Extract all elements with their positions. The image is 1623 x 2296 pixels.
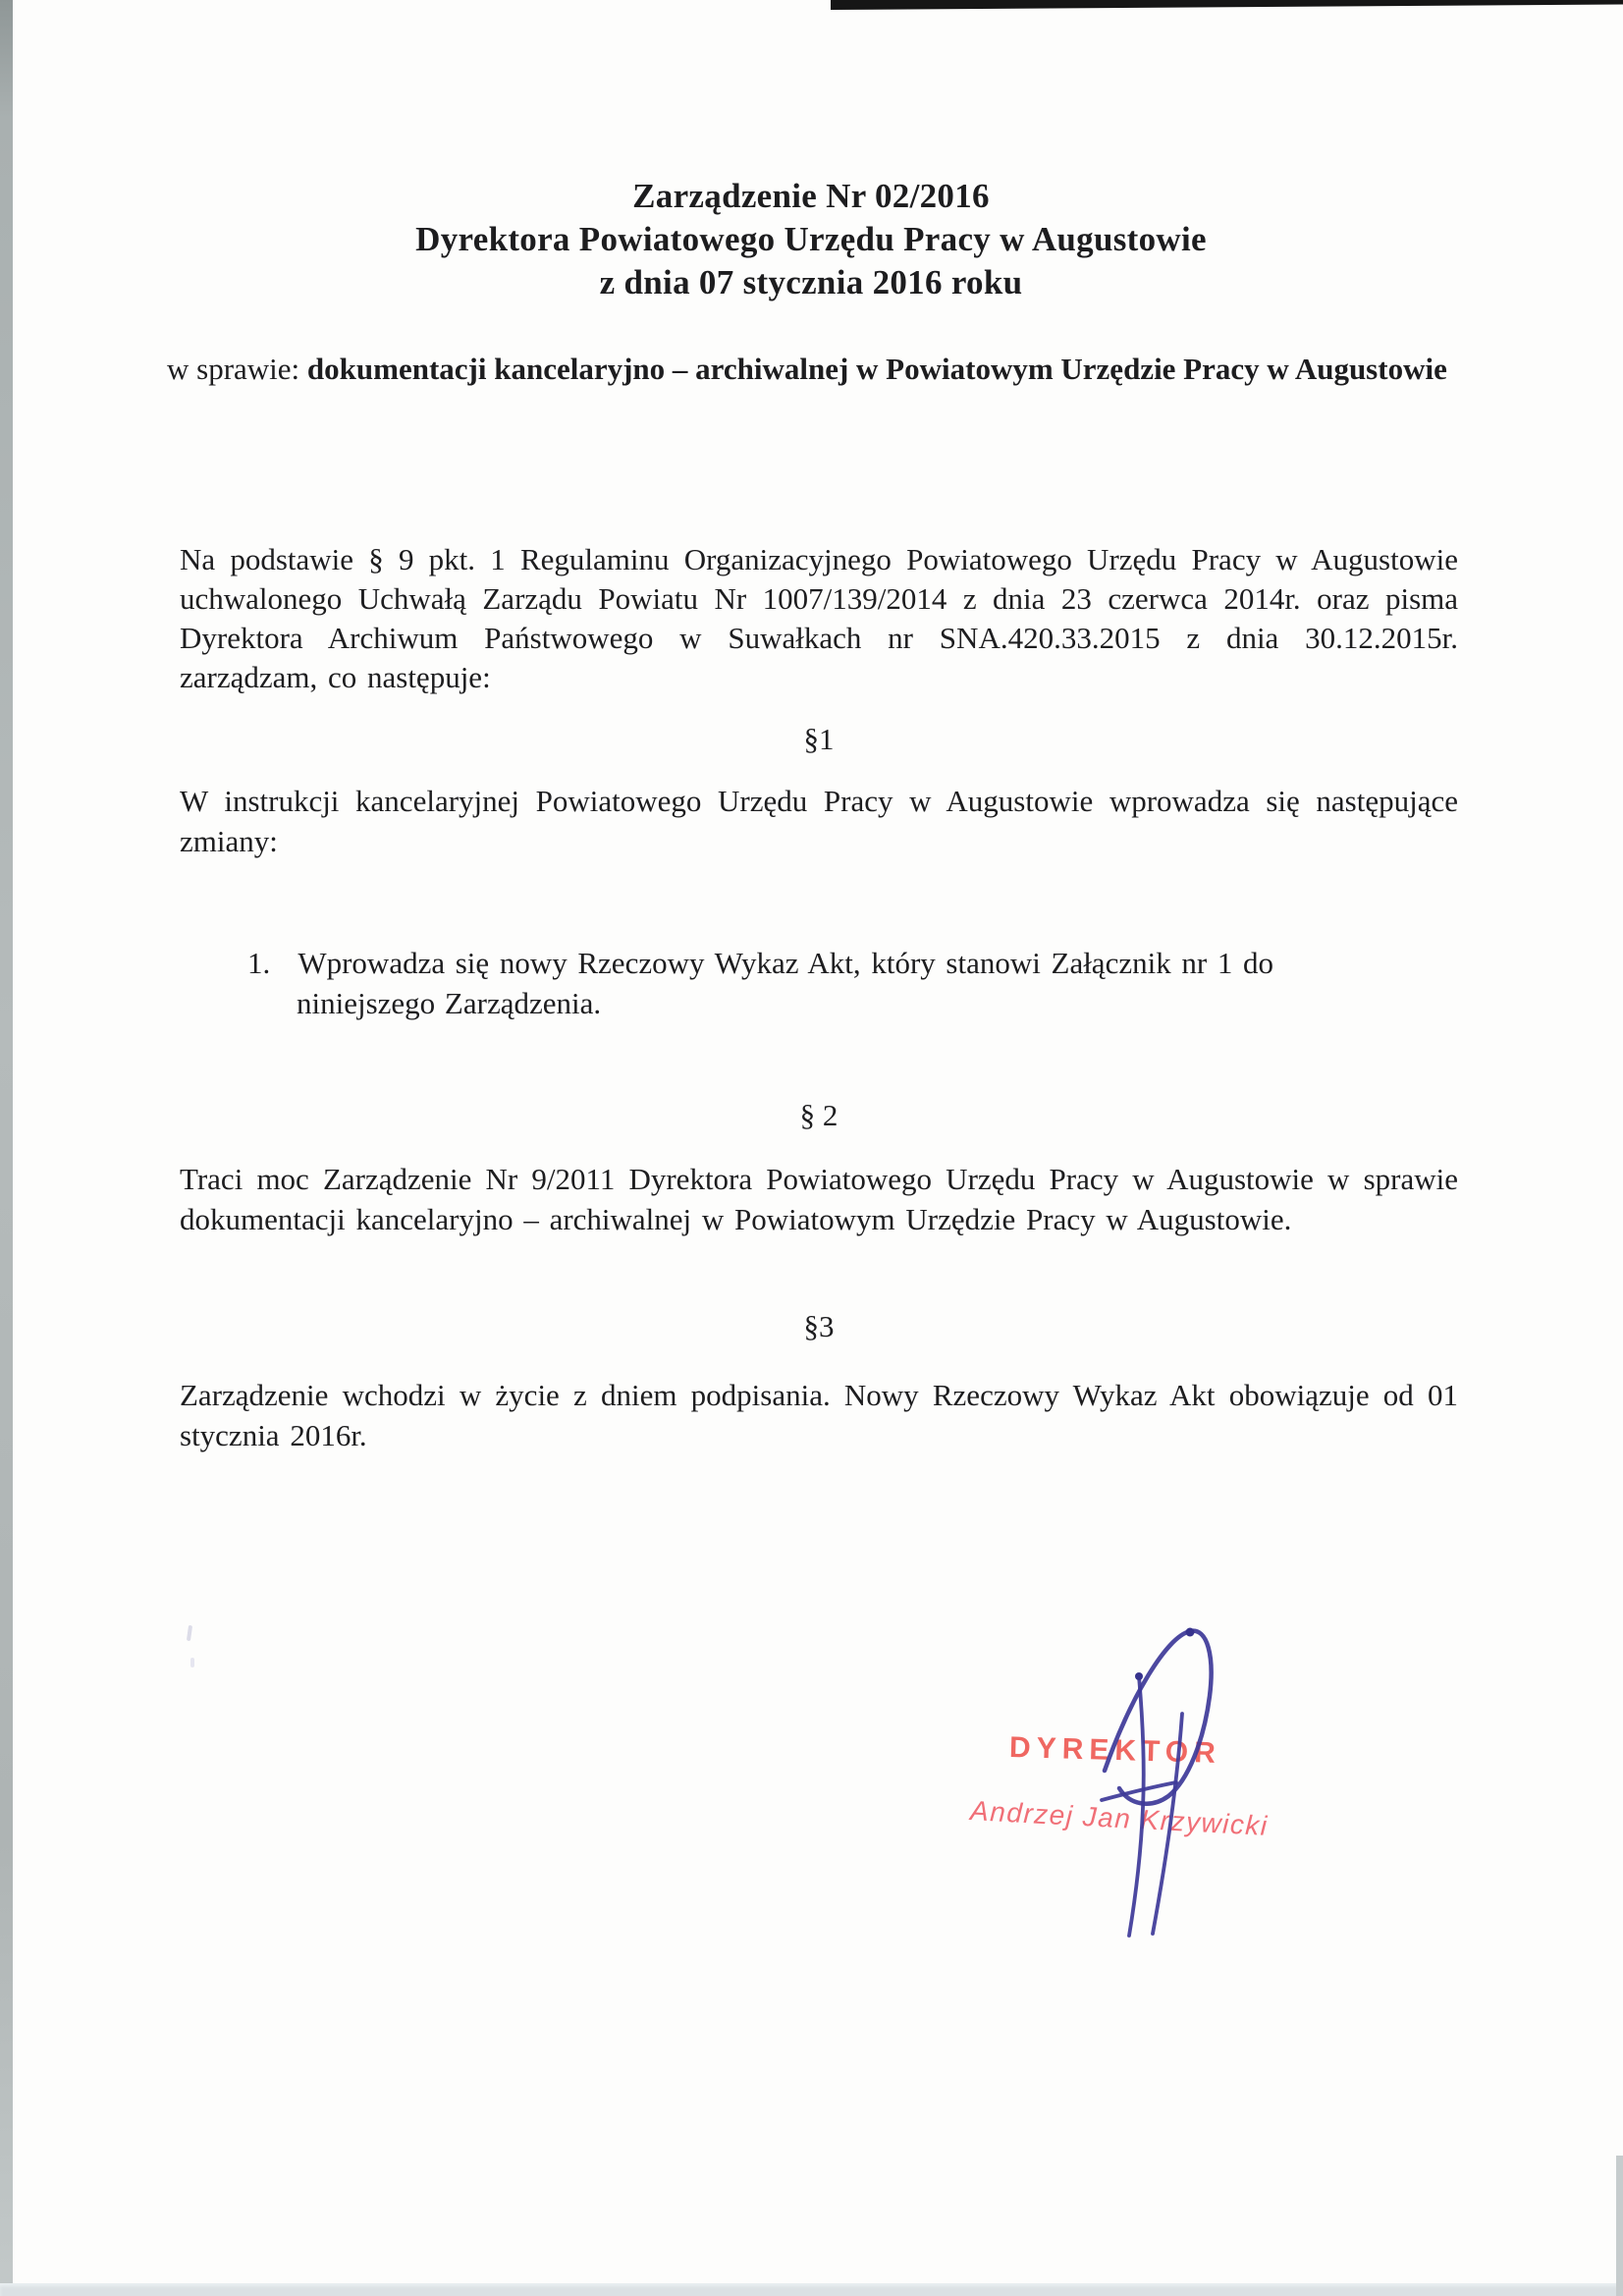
title-line-3: z dnia 07 stycznia 2016 roku <box>599 263 1023 301</box>
director-stamp-title: DYREKTOR <box>1008 1730 1222 1771</box>
director-stamp-name: Andrzej Jan Krzywicki <box>969 1795 1270 1841</box>
preamble-paragraph: Na podstawie § 9 pkt. 1 Regulaminu Organizacyjnego Powiatowego Urzędu Pracy w Augustowie uchwalonego Uchwałą Zarządu Powiatu Nr 1007/139/2014 z dnia 23 czerwca 2014r. oraz pisma Dyrektora Archiwum Państwowego w Suwałkach nr SNA.420.33.2015 z dnia 30.12.2015r. zarządzam, co następuje: <box>180 542 1458 694</box>
section-2-mark: § 2 <box>799 1098 839 1132</box>
list-item-text: Wprowadza się nowy Rzeczowy Wykaz Akt, który stanowi Załącznik nr 1 do niniejszego Zarządzenia. <box>297 946 1273 1020</box>
scan-artifact-top-bar <box>831 0 1623 10</box>
list-item-number: 1. <box>247 946 271 980</box>
scan-smudge <box>187 1625 192 1641</box>
subject-text: dokumentacji kancelaryjno – archiwalnej w Powiatowym Urzędzie Pracy w Augustowie <box>306 352 1447 386</box>
pen-signature-icon <box>1080 1615 1237 1940</box>
section-2-paragraph: Traci moc Zarządzenie Nr 9/2011 Dyrektora Powiatowego Urzędu Pracy w Augustowie w sprawie dokumentacji kancelaryjno – archiwalnej w Powiatowym Urzędzie Pracy w Augustowie. <box>180 1162 1458 1236</box>
scan-edge-left <box>0 0 13 2296</box>
section-3-paragraph: Zarządzenie wchodzi w życie z dniem podpisania. Nowy Rzeczowy Wykaz Akt obowiązuje od 01 stycznia 2016r. <box>180 1378 1458 1452</box>
document-title <box>177 175 1445 304</box>
subject-line <box>167 346 1455 392</box>
section-1-paragraph: W instrukcji kancelaryjnej Powiatowego Urzędu Pracy w Augustowie wprowadza się następujące zmiany: <box>180 784 1458 858</box>
section-3-mark: §3 <box>803 1309 835 1343</box>
subject-label: w sprawie: <box>167 352 300 386</box>
scan-edge-right <box>1616 2156 1623 2296</box>
section-1-list-item <box>247 943 1273 1023</box>
title-line-1: Zarządzenie Nr 02/2016 <box>632 177 990 215</box>
scan-edge-bottom <box>0 2283 1623 2296</box>
section-1-mark: §1 <box>803 722 835 756</box>
title-line-2: Dyrektora Powiatowego Urzędu Pracy w Augustowie <box>415 220 1207 258</box>
scan-smudge <box>190 1658 194 1667</box>
